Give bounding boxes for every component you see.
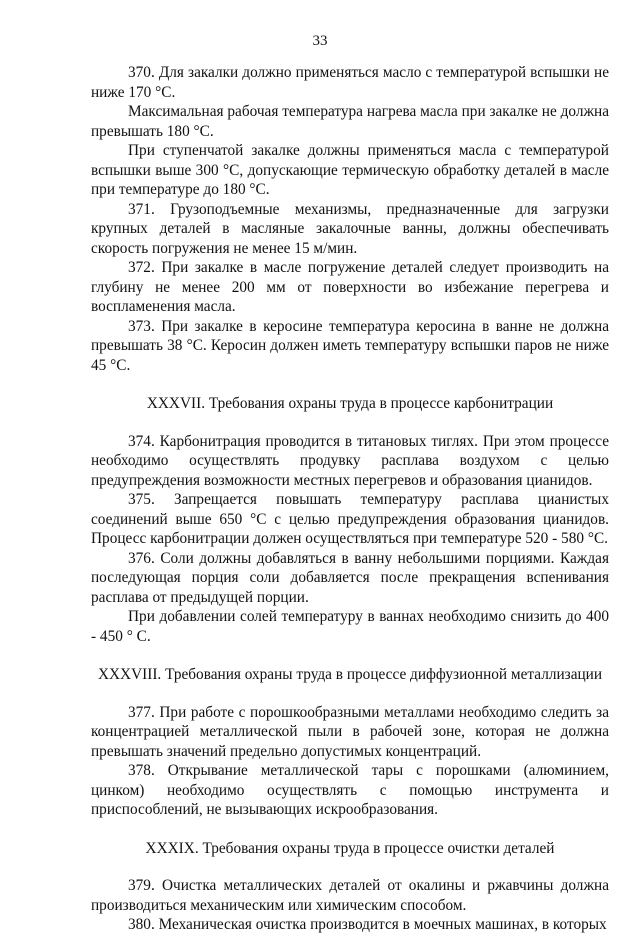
paragraph-max-oil-temperature: Максимальная рабочая температура нагрева масла при закалке не должна превышать 180 °С. [91, 103, 609, 140]
paragraph-370: 370. Для закалки должно применяться масло с температурой вспышки не ниже 170 °С. [91, 64, 609, 101]
paragraph-salt-temperature: При добавлении солей температуру в ваннах необходимо снизить до 400 - 450 ° С. [91, 608, 609, 645]
paragraph-374: 374. Карбонитрация проводится в титановых тиглях. При этом процессе необходимо осуществлять продувку расплава воздухом с целью предупреждения возможности местных перегревов и образования цианидов. [91, 432, 609, 489]
document-body [91, 63, 609, 935]
paragraph-372: 372. При закалке в масле погружение деталей следует производить на глубину не менее 200 мм от поверхности во избежание перегрева и воспламенения масла. [91, 259, 609, 315]
paragraph-378: 378. Открывание металлической тары с порошками (алюминием, цинком) необходимо осуществлять с помощью инструмента и приспособлений, не вызывающих искрообразования. [91, 762, 609, 818]
paragraph-376: 376. Соли должны добавляться в ванну небольшими порциями. Каждая последующая порция соли добавляется после прекращения вспенивания расплава от предыдущей порции. [91, 549, 609, 606]
section-heading-xxxix: XXXIX. Требования охраны труда в процессе очистки деталей [145, 839, 555, 857]
section-heading-xxxvii: XXXVII. Требования охраны труда в процессе карбонитрации [146, 395, 554, 412]
paragraph-step-quenching: При ступенчатой закалке должны применяться масла с температурой вспышки выше 300 °С, допускающие термическую обработку деталей в масле при температуре до 180 °С. [91, 142, 609, 198]
paragraph-377: 377. При работе с порошкообразными металлами необходимо следить за концентрацией металлической пыли в рабочей зоне, которая не должна превышать значений предельно допустимых концентраций. [91, 703, 609, 760]
section-heading-xxxviii: XXXVIII. Требования охраны труда в процессе диффузионной металлизации [97, 666, 603, 683]
paragraph-375: 375. Запрещается повышать температуру расплава цианистых соединений выше 650 °С с целью предупреждения образования цианидов. Процесс карбонитрации должен осуществляться при температуре 520 - 580 °С. [91, 491, 609, 547]
paragraph-371: 371. Грузоподъемные механизмы, предназначенные для загрузки крупных деталей в масляные закалочные ванны, должны обеспечивать скорость погружения не менее 15 м/мин. [91, 200, 609, 257]
paragraph-373: 373. При закалке в керосине температура керосина в ванне не должна превышать 38 °С. Керосин должен иметь температуру вспышки паров не ниже 45 °С. [91, 317, 609, 374]
page-number: 33 [312, 33, 328, 49]
paragraph-380: 380. Механическая очистка производится в моечных машинах, в которых [128, 916, 607, 933]
paragraph-379: 379. Очистка металлических деталей от окалины и ржавчины должна производиться механическим или химическим способом. [91, 877, 609, 914]
